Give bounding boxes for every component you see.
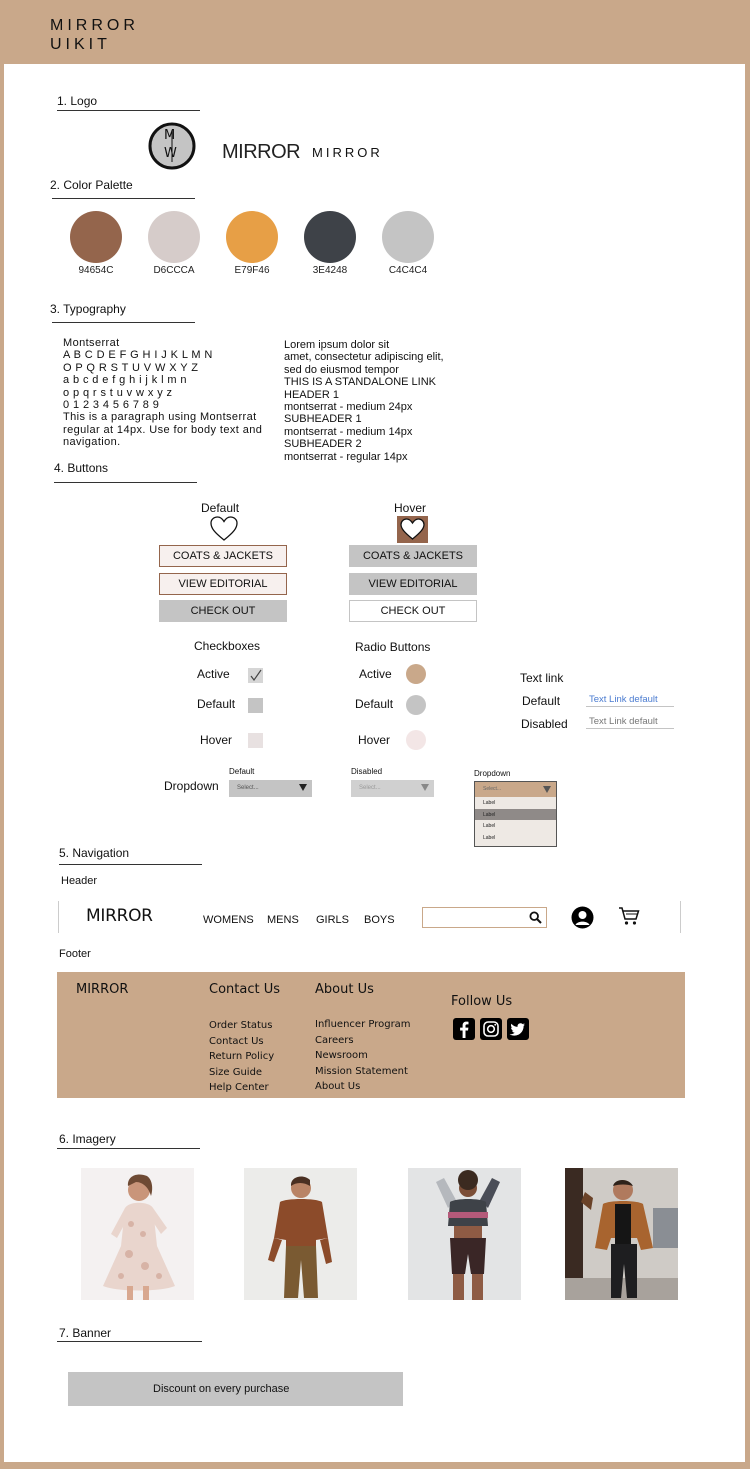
monogram-letter-bottom: W <box>164 146 177 161</box>
product-image-floral-dress[interactable] <box>81 1168 194 1300</box>
dropdown-open-label: Dropdown <box>474 769 511 778</box>
logo-wordmark-light: MIRROR <box>222 141 301 163</box>
nav-link-mens[interactable]: MENS <box>267 914 299 926</box>
dropdown-option[interactable]: Label <box>483 834 496 841</box>
section-underline <box>59 864 202 865</box>
color-swatch <box>70 211 122 263</box>
nav-link-girls[interactable]: GIRLS <box>316 914 350 926</box>
footer-about-heading: About Us <box>315 982 374 997</box>
checkbox-hover-label: Hover <box>200 733 233 747</box>
product-image-sporty-top[interactable] <box>408 1168 521 1300</box>
checkbox-default[interactable] <box>248 698 263 713</box>
cart-icon[interactable] <box>618 906 640 926</box>
search-icon[interactable] <box>529 911 542 924</box>
section-title-imagery: 6. Imagery <box>59 1132 116 1146</box>
section-underline <box>52 198 195 199</box>
text-link-default[interactable]: Text Link default <box>586 694 674 707</box>
dropdown-default-label: Default <box>229 767 255 776</box>
nav-link-boys[interactable]: BOYS <box>364 914 395 926</box>
section-title-banner: 7. Banner <box>59 1326 112 1340</box>
kit-header <box>0 0 750 64</box>
footer-contact-heading: Contact Us <box>209 982 280 997</box>
dropdown-placeholder: Select... <box>359 785 381 791</box>
color-swatch <box>226 211 278 263</box>
section-title-typography: 3. Typography <box>50 302 126 316</box>
footer-brand[interactable]: MIRROR <box>76 982 129 997</box>
account-icon[interactable] <box>571 906 594 929</box>
facebook-icon[interactable] <box>453 1018 475 1040</box>
header-brand[interactable]: MIRROR <box>86 906 153 926</box>
color-swatch-label: E79F46 <box>234 265 270 276</box>
footer-follow-heading: Follow Us <box>451 994 513 1009</box>
heart-icon-hover[interactable] <box>397 516 428 543</box>
instagram-icon[interactable] <box>480 1018 502 1040</box>
dropdown-option[interactable]: Label <box>483 800 496 806</box>
dropdown-placeholder: Select... <box>237 785 259 791</box>
footer-contact-links[interactable]: Order Status Contact Us Return Policy Size Guide Help Center <box>209 1020 275 1093</box>
coats-jackets-button-hover[interactable]: COATS & JACKETS <box>349 545 477 567</box>
dropdown-default[interactable] <box>229 780 312 797</box>
site-footer <box>57 972 685 1098</box>
dropdown-option-highlighted[interactable]: Label <box>475 809 556 821</box>
typography-specimen: Montserrat A B C D E F G H I J K L M N O P Q R S T U V W X Y Z a b c d e f g h i j k l m n o p q r s t u v w x y z 0 1 2 3 4 5 6 7 8 9 This is a paragraph using Montserrat regular at 14px. Use for body text and navigation. <box>63 337 263 449</box>
radio-hover[interactable] <box>406 730 426 750</box>
color-swatch <box>148 211 200 263</box>
kit-title: MIRROR UIKIT <box>50 17 139 53</box>
color-swatch-label: 3E4248 <box>312 265 348 276</box>
color-swatch <box>304 211 356 263</box>
footer-label: Footer <box>59 948 91 960</box>
color-swatch-label: C4C4C4 <box>388 265 428 276</box>
check-out-button-hover[interactable]: CHECK OUT <box>349 600 477 622</box>
radio-default[interactable] <box>406 695 426 715</box>
section-underline <box>54 482 197 483</box>
monogram-letter-top: M <box>164 128 176 143</box>
color-swatch <box>382 211 434 263</box>
caret-down-icon <box>421 784 429 791</box>
caret-down-icon <box>299 784 307 791</box>
checkbox-active[interactable] <box>248 668 263 683</box>
color-swatch-label: 94654C <box>78 265 114 276</box>
dropdown-title: Dropdown <box>164 779 219 793</box>
caret-down-icon <box>543 786 551 793</box>
section-title-logo: 1. Logo <box>57 94 98 108</box>
header-label: Header <box>61 875 98 887</box>
buttons-hover-label: Hover <box>394 501 427 515</box>
section-underline <box>57 1341 202 1342</box>
checkmark-icon <box>248 668 263 683</box>
site-header <box>58 901 681 933</box>
product-image-brown-shirt[interactable] <box>244 1168 357 1300</box>
color-swatch-label: D6CCCA <box>153 265 195 276</box>
checkboxes-title: Checkboxes <box>194 639 261 653</box>
checkbox-hover[interactable] <box>248 733 263 748</box>
typography-styles: Lorem ipsum dolor sit amet, consectetur adipiscing elit, sed do eiusmod tempor THIS IS A STANDALONE LINK HEADER 1 montserrat - medium 24px SUBHEADER 1 montserrat - medium 14px SUBHEADER 2 montserrat - regular 14px <box>284 339 444 463</box>
section-title-buttons: 4. Buttons <box>54 461 109 475</box>
product-image-suede-jacket[interactable] <box>565 1168 678 1300</box>
radio-hover-label: Hover <box>358 733 391 747</box>
text-link-default-label: Default <box>522 694 561 708</box>
dropdown-open-trigger[interactable]: Select... <box>475 782 556 797</box>
text-link-disabled: Text Link default <box>586 716 674 729</box>
section-title-navigation: 5. Navigation <box>59 846 130 860</box>
view-editorial-button-hover[interactable]: VIEW EDITORIAL <box>349 573 477 595</box>
buttons-default-label: Default <box>201 501 240 515</box>
search-input[interactable] <box>422 907 547 928</box>
dropdown-disabled-label: Disabled <box>351 767 383 776</box>
footer-about-links[interactable]: Influencer Program Careers Newsroom Mission Statement About Us <box>315 1019 411 1092</box>
coats-jackets-button[interactable]: COATS & JACKETS <box>159 545 287 567</box>
section-underline <box>57 110 200 111</box>
logo-monogram <box>148 122 196 170</box>
logo-wordmark-spaced: MIRROR <box>312 145 383 160</box>
radio-active-label: Active <box>359 667 392 681</box>
dropdown-option[interactable]: Label <box>483 823 496 829</box>
text-link-title: Text link <box>520 671 564 685</box>
radio-buttons-title: Radio Buttons <box>355 640 431 654</box>
radio-active[interactable] <box>406 664 426 684</box>
heart-icon[interactable] <box>210 516 238 542</box>
text-link-disabled-label: Disabled <box>521 717 568 731</box>
section-title-palette: 2. Color Palette <box>50 178 133 192</box>
view-editorial-button[interactable]: VIEW EDITORIAL <box>159 573 287 595</box>
section-underline <box>52 322 195 323</box>
twitter-icon[interactable] <box>507 1018 529 1040</box>
checkbox-default-label: Default <box>197 697 236 711</box>
dropdown-disabled <box>351 780 434 797</box>
section-underline <box>57 1148 200 1149</box>
check-out-button[interactable]: CHECK OUT <box>159 600 287 622</box>
checkbox-active-label: Active <box>197 667 230 681</box>
promo-banner[interactable]: Discount on every purchase <box>68 1372 403 1406</box>
nav-link-womens[interactable]: WOMENS <box>203 914 254 926</box>
radio-default-label: Default <box>355 697 394 711</box>
dropdown-open[interactable] <box>474 781 557 847</box>
